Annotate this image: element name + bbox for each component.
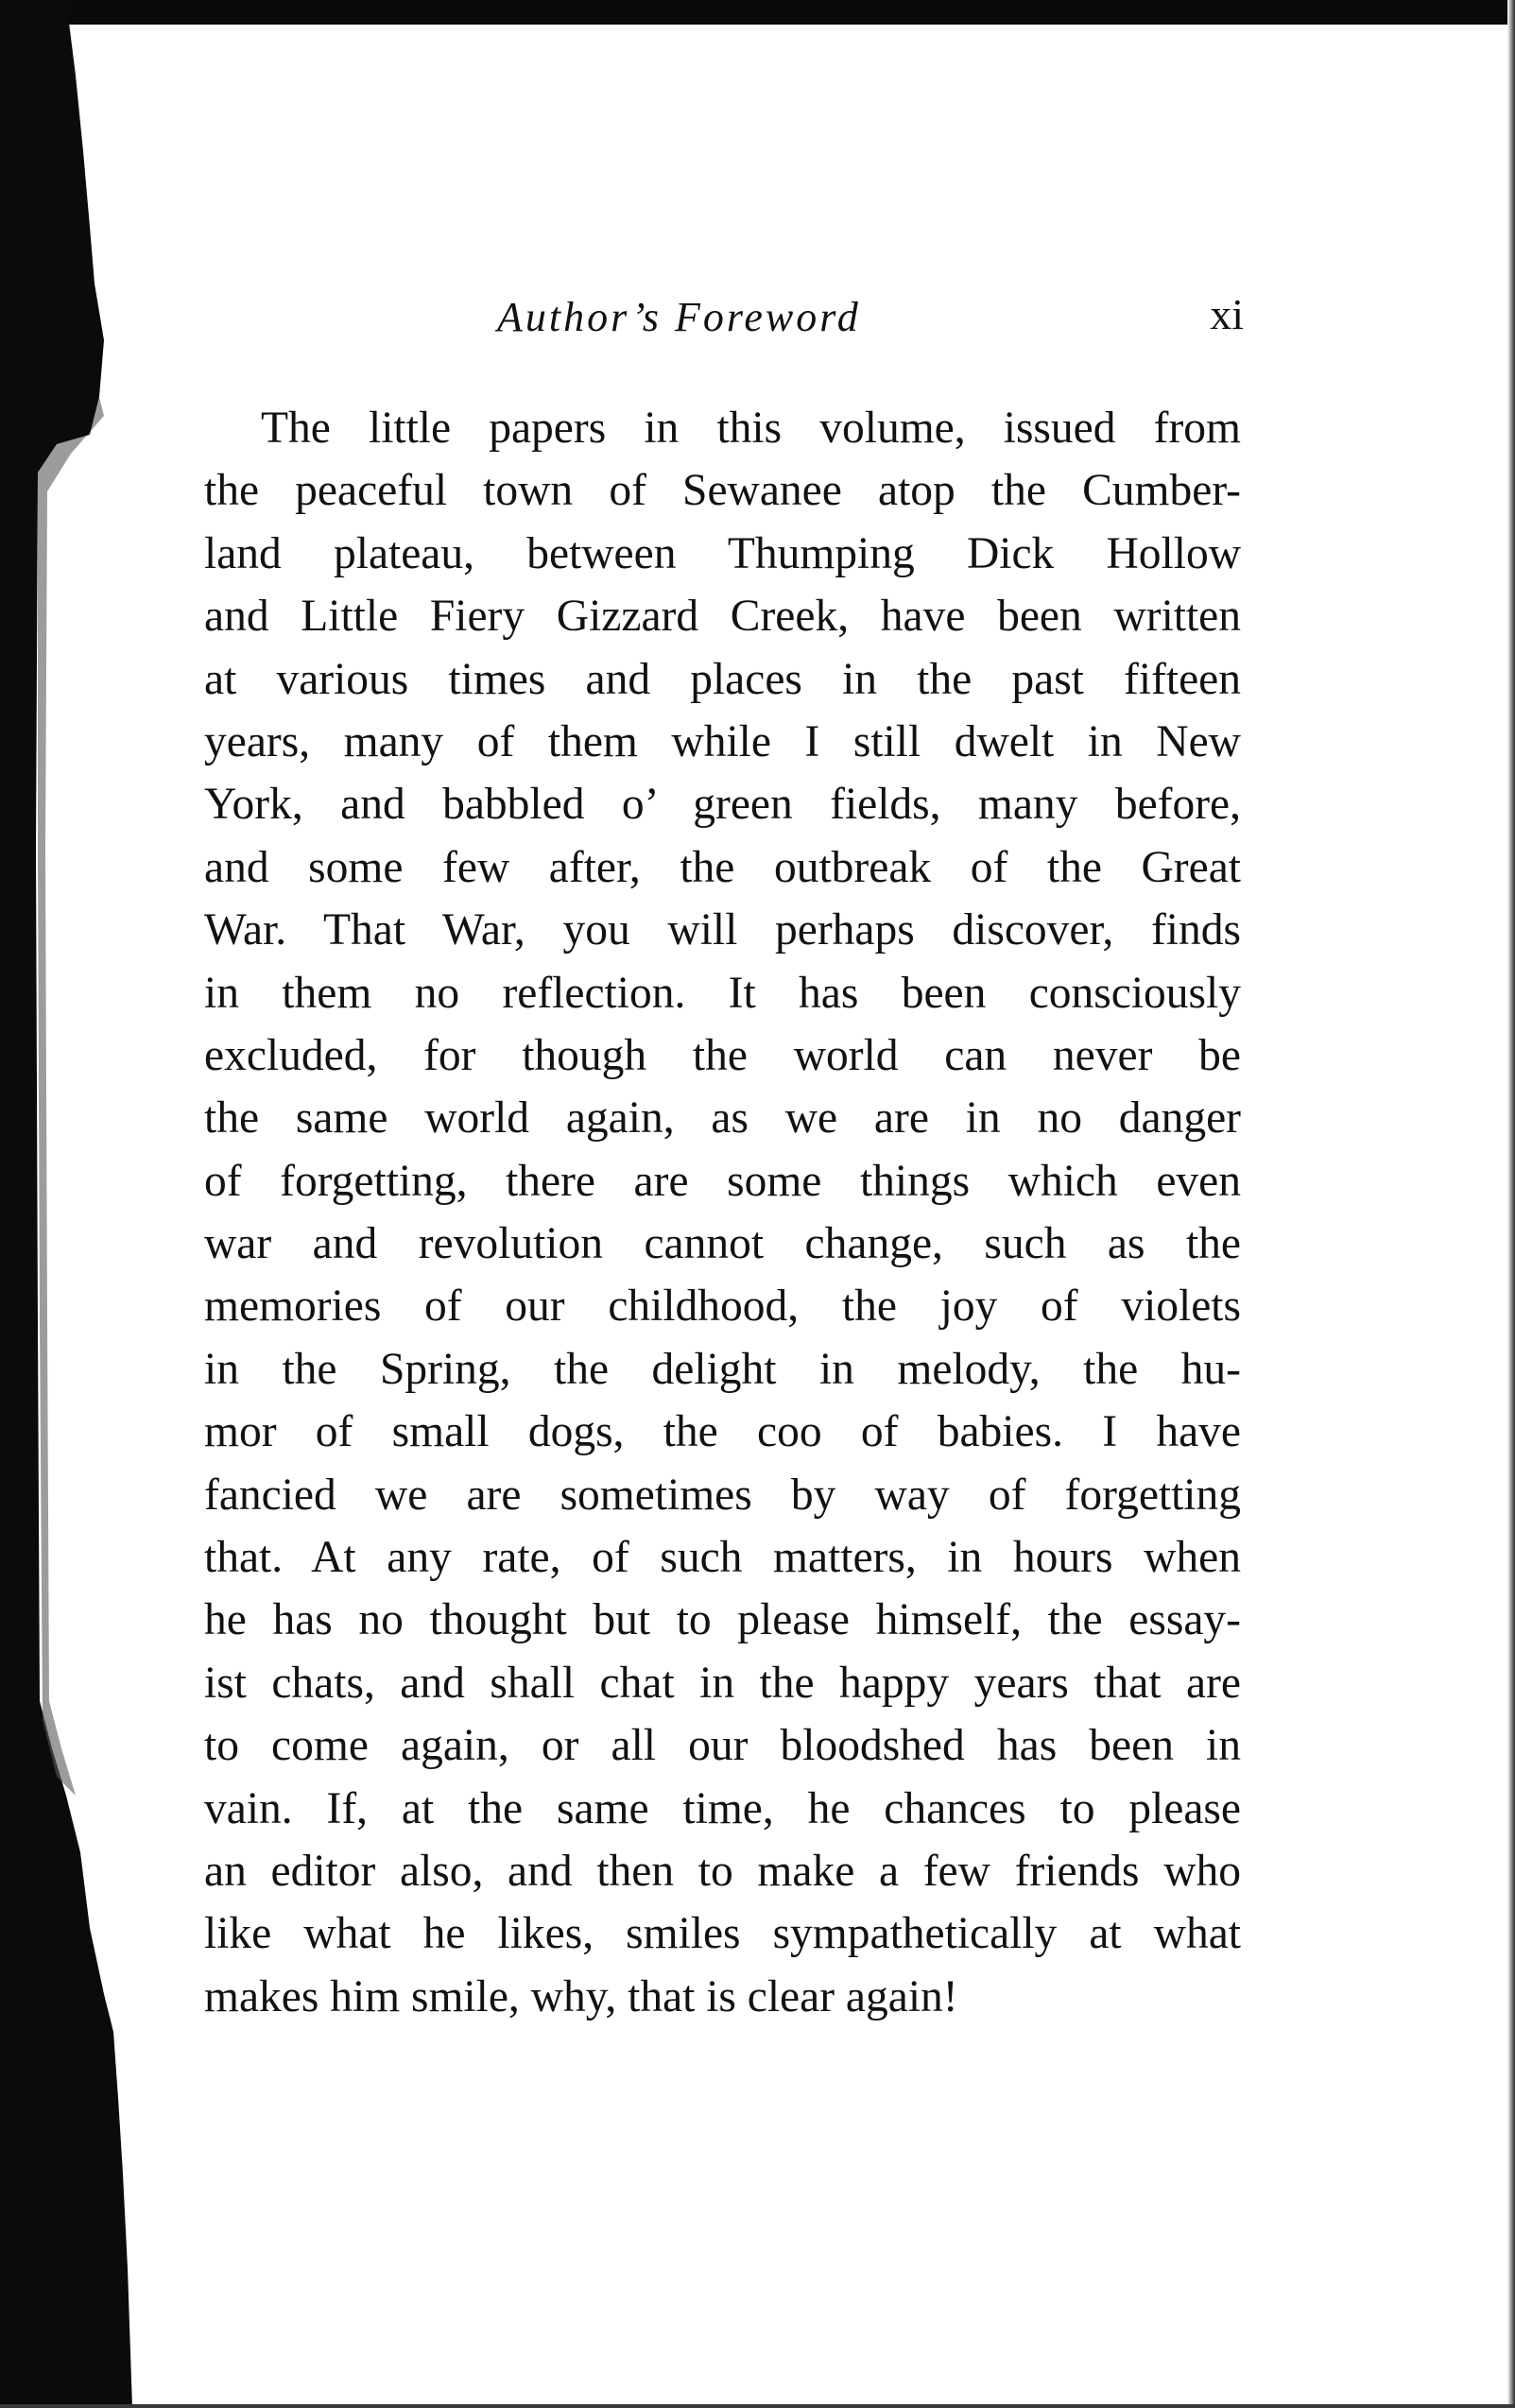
text-line: vain. If, at the same time, he chances to please [204, 1783, 1241, 1833]
text-line: like what he likes, smiles sympathetically at what [204, 1909, 1241, 1959]
scan-top-border [0, 0, 1515, 25]
text-line: War. That War, you will perhaps discover, finds [204, 905, 1241, 955]
text-line: to come again, or all our bloodshed has been in [204, 1721, 1241, 1771]
text-line: an editor also, and then to make a few friends who [204, 1846, 1241, 1896]
text-line: The little papers in this volume, issued from [261, 404, 1241, 453]
text-line: and some few after, the outbreak of the Great [204, 842, 1241, 892]
scan-right-shadow [1507, 0, 1515, 2408]
running-header [204, 284, 1244, 359]
text-line: the same world again, as we are in no danger [204, 1093, 1241, 1144]
foreword-paragraph [204, 397, 1241, 2028]
text-line: he has no thought but to please himself, the essay- [204, 1595, 1241, 1645]
text-line: fancied we are sometimes by way of forgetting [204, 1470, 1241, 1520]
text-line: memories of our childhood, the joy of violets [204, 1281, 1241, 1332]
text-line: of forgetting, there are some things which even [204, 1156, 1241, 1206]
text-line: years, many of them while I still dwelt in New [204, 716, 1241, 766]
text-line: makes him smile, why, that is clear again! [204, 1971, 958, 2021]
text-line: and Little Fiery Gizzard Creek, have been written [204, 592, 1241, 642]
text-line: excluded, for though the world can never be [204, 1030, 1241, 1080]
text-line: at various times and places in the past fifteen [204, 654, 1241, 704]
text-line: the peaceful town of Sewanee atop the Cumber- [204, 466, 1241, 516]
text-line: ist chats, and shall chat in the happy years that are [204, 1658, 1241, 1708]
text-line: in the Spring, the delight in melody, the hu- [204, 1344, 1241, 1394]
text-line: that. At any rate, of such matters, in hours when [204, 1533, 1241, 1583]
scan-bottom-border [0, 2404, 1515, 2408]
text-line: in them no reflection. It has been consciously [204, 968, 1241, 1018]
scan-left-shadow [0, 0, 142, 2408]
page-number: xi [1210, 290, 1244, 338]
text-line: land plateau, between Thumping Dick Hollow [204, 528, 1241, 578]
text-line: York, and babbled o’ green fields, many before, [204, 780, 1241, 830]
text-line: war and revolution cannot change, such as the [204, 1219, 1241, 1269]
running-title: Author’s Foreword [497, 294, 861, 340]
text-line: mor of small dogs, the coo of babies. I have [204, 1407, 1241, 1457]
